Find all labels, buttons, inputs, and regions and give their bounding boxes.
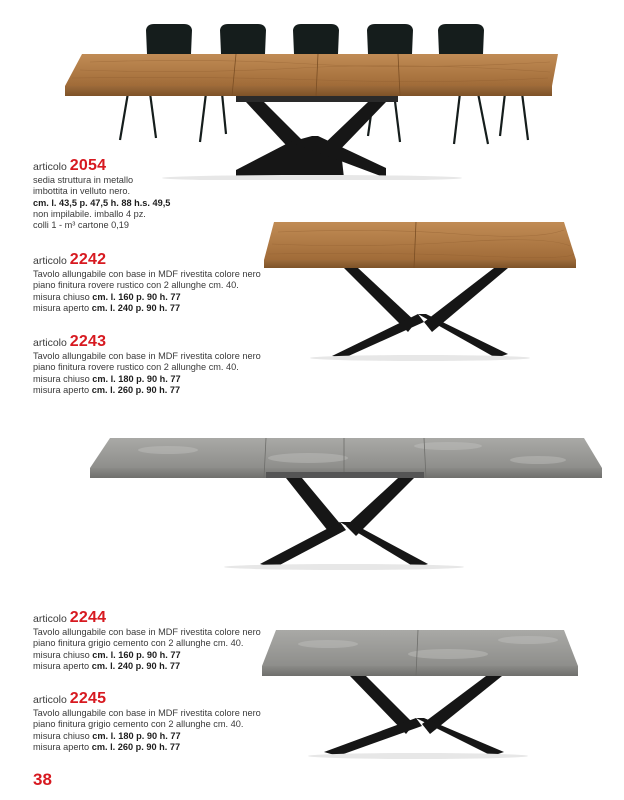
article-label: articolo [33, 161, 67, 173]
article-code: 2245 [69, 690, 107, 707]
spec-line: colli 1 - m³ cartone 0,19 [33, 220, 129, 231]
spec-line: imbottita in velluto nero. [33, 186, 131, 197]
spec-line: Tavolo allungabile con base in MDF rivestita colore nero [33, 269, 261, 279]
spec-line: misura chiuso cm. l. 160 p. 90 h. 77 [33, 291, 181, 302]
product-2054 [33, 158, 170, 231]
product-2245 [33, 691, 261, 753]
product-2243 [33, 334, 261, 396]
spec-line: piano finitura grigio cemento con 2 allunghe cm. 40. [33, 638, 244, 649]
product-heading [33, 334, 261, 351]
product-2244 [33, 610, 261, 672]
spec-line: misura aperto cm. l. 260 p. 90 h. 77 [33, 384, 181, 395]
article-label: articolo [33, 613, 67, 625]
article-code: 2054 [69, 157, 107, 174]
product-heading [33, 610, 261, 627]
spec-line: piano finitura grigio cemento con 2 allunghe cm. 40. [33, 719, 244, 730]
wood-table-extended-with-chairs-image [50, 18, 580, 180]
spec-line: Tavolo allungabile con base in MDF rivestita colore nero [33, 627, 261, 637]
spec-line: misura chiuso cm. l. 180 p. 90 h. 77 [33, 730, 181, 741]
wood-table-closed-image [258, 218, 586, 362]
spec-line: sedia struttura in metallo [33, 175, 134, 185]
spec-line: misura aperto cm. l. 240 p. 90 h. 77 [33, 660, 181, 671]
spec-line: misura chiuso cm. l. 160 p. 90 h. 77 [33, 649, 181, 660]
cement-table-closed-image [258, 626, 586, 762]
product-2242 [33, 252, 261, 314]
article-label: articolo [33, 337, 67, 349]
chair-group [146, 24, 484, 54]
spec-line: piano finitura rovere rustico con 2 allunghe cm. 40. [33, 362, 239, 373]
article-code: 2244 [69, 609, 107, 626]
page-number: 38 [33, 770, 52, 789]
spec-line: Tavolo allungabile con base in MDF rivestita colore nero [33, 351, 261, 361]
article-label: articolo [33, 255, 67, 267]
product-heading [33, 252, 261, 269]
article-code: 2243 [69, 333, 107, 350]
spec-line: misura aperto cm. l. 240 p. 90 h. 77 [33, 302, 181, 313]
cement-table-extended-image [88, 434, 604, 570]
product-heading [33, 691, 261, 708]
spec-line: non impilabile. imballo 4 pz. [33, 208, 146, 219]
article-label: articolo [33, 694, 67, 706]
spec-line: Tavolo allungabile con base in MDF rivestita colore nero [33, 708, 261, 718]
spec-line: piano finitura rovere rustico con 2 allunghe cm. 40. [33, 280, 239, 291]
article-code: 2242 [69, 251, 107, 268]
spec-line: misura chiuso cm. l. 180 p. 90 h. 77 [33, 373, 181, 384]
product-heading [33, 158, 170, 175]
spec-line: cm. l. 43,5 p. 47,5 h. 88 h.s. 49,5 [33, 197, 171, 208]
spec-line: misura aperto cm. l. 260 p. 90 h. 77 [33, 741, 181, 752]
